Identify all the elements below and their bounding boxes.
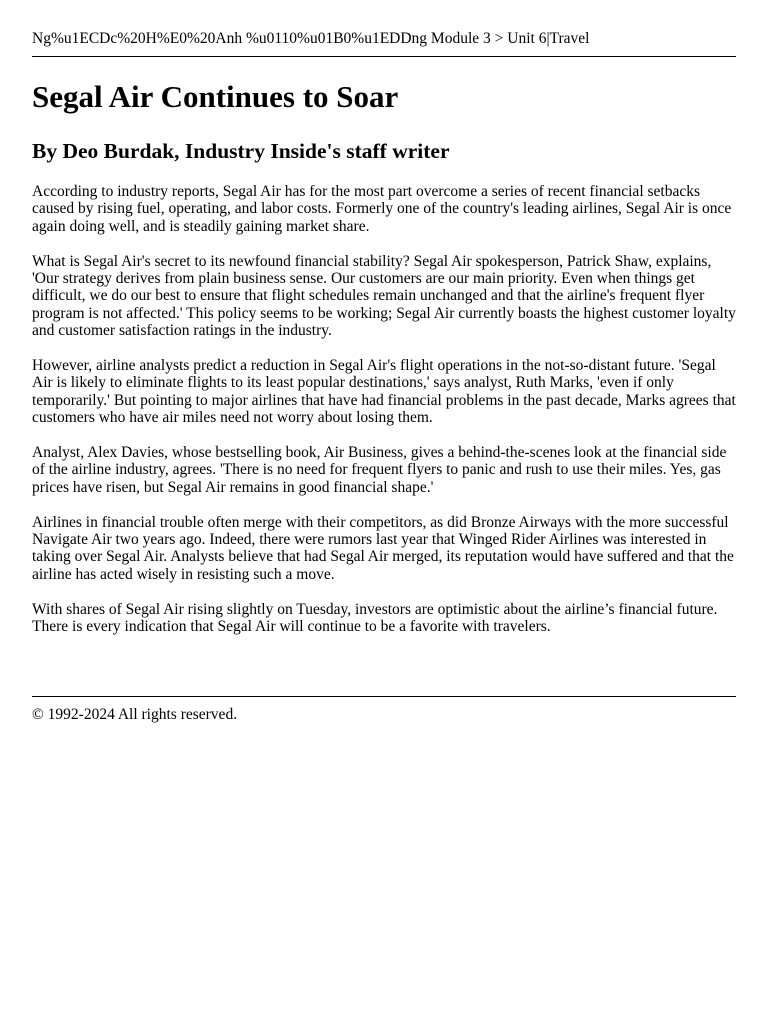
article-paragraph: What is Segal Air's secret to its newfound financial stability? Segal Air spokesperson, Patrick Shaw, explains, 'Our strategy derives from plain business sense. Our customers are our main priority. Even when things get difficult, we do our best to ensure that flight schedules remain unchanged and that the airline's frequent flyer program is not affected.' This policy seems to be working; Segal Air currently boasts the highest customer loyalty and customer satisfaction ratings in the industry. bbox=[32, 252, 736, 340]
breadcrumb: Ng%u1ECDc%20H%E0%20Anh %u0110%u01B0%u1EDDng Module 3 > Unit 6|Travel bbox=[32, 30, 590, 47]
article-body bbox=[32, 183, 736, 635]
article-byline: By Deo Burdak, Industry Inside's staff writer bbox=[32, 139, 450, 163]
article-paragraph: Airlines in financial trouble often merge with their competitors, as did Bronze Airways with the more successful Navigate Air two years ago. Indeed, there were rumors last year that Winged Rider Airlines was interested in taking over Segal Air. Analysts believe that had Segal Air merged, its reputation would have suffered and that the airline has acted wisely in resisting such a move. bbox=[32, 513, 734, 583]
article-paragraph: However, airline analysts predict a reduction in Segal Air's flight operations in the not-so-distant future. 'Segal Air is likely to eliminate flights to its least popular destinations,' says analyst, Ruth Marks, 'even if only temporarily.' But pointing to major airlines that have had financial problems in the past decade, Marks agrees that customers who have air miles need not worry about losing them. bbox=[32, 357, 736, 427]
footer-copyright: © 1992-2024 All rights reserved. bbox=[32, 706, 238, 723]
article-paragraph: According to industry reports, Segal Air has for the most part overcome a series of recent financial setbacks caused by rising fuel, operating, and labor costs. Formerly one of the country's leading airlines, Segal Air is once again doing well, and is steadily gaining market share. bbox=[32, 183, 732, 235]
article-paragraph: With shares of Segal Air rising slightly on Tuesday, investors are optimistic about the airline’s financial future. There is every indication that Segal Air will continue to be a favorite with travelers. bbox=[32, 600, 718, 636]
footer-divider bbox=[32, 696, 736, 697]
article-title: Segal Air Continues to Soar bbox=[32, 79, 399, 114]
header-divider bbox=[32, 56, 736, 57]
article-paragraph: Analyst, Alex Davies, whose bestselling book, Air Business, gives a behind-the-scenes look at the financial side of the airline industry, agrees. 'There is no need for frequent flyers to panic and rush to use their miles. Yes, gas prices have risen, but Segal Air remains in good financial shape.' bbox=[32, 444, 727, 496]
